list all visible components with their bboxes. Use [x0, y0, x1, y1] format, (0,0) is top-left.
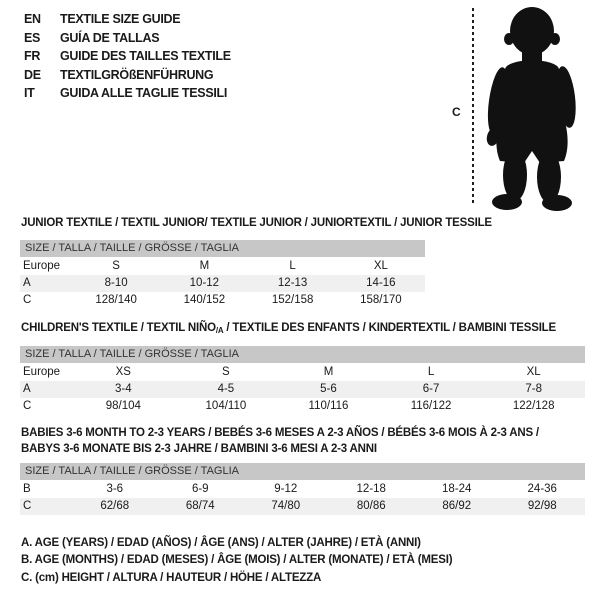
row-label: C — [23, 294, 32, 306]
size-cell: 158/170 — [360, 294, 402, 306]
children-size-table — [20, 346, 585, 415]
table-row-c — [20, 292, 425, 309]
table-row-c — [20, 398, 585, 415]
size-cell: 86/92 — [414, 498, 500, 515]
language-row-it — [24, 84, 231, 103]
row-label: C — [23, 400, 32, 412]
table-row-c — [20, 498, 585, 515]
language-row-es — [24, 29, 231, 48]
row-label: B — [23, 483, 31, 495]
language-title: GUIDE DES TAILLES TEXTILE — [60, 49, 231, 64]
junior-table-title: JUNIOR TEXTILE / TEXTIL JUNIOR/ TEXTILE JUNIOR / JUNIORTEXTIL / JUNIOR TESSILE — [21, 217, 492, 229]
size-cell: 6-9 — [191, 483, 209, 495]
size-cell: 4-5 — [175, 381, 278, 398]
language-code: DE — [24, 67, 41, 82]
size-header-label: SIZE / TALLA / TAILLE / GRÖSSE / TAGLIA — [20, 463, 585, 481]
table-row-a — [20, 275, 425, 292]
language-title: TEXTILGRÖßENFÜHRUNG — [60, 67, 214, 82]
size-cell: 18-24 — [442, 483, 472, 495]
size-cell: 104/110 — [205, 400, 247, 412]
language-title: TEXTILE SIZE GUIDE — [60, 12, 181, 27]
size-cell: 3-4 — [72, 381, 175, 398]
row-label: Europe — [23, 366, 61, 378]
children-table-title — [21, 322, 556, 335]
size-header-label: SIZE / TALLA / TAILLE / GRÖSSE / TAGLIA — [20, 240, 425, 258]
language-row-de — [24, 66, 231, 85]
size-cell: 152/158 — [271, 294, 314, 306]
size-cell: 9-12 — [274, 483, 298, 495]
size-cell: M — [323, 366, 334, 378]
children-title-part: / TEXTILE DES ENFANTS / KINDERTEXTIL / BAMBINI TESSILE — [223, 322, 556, 334]
size-cell: 62/68 — [72, 498, 158, 515]
size-cell: 116/122 — [410, 400, 452, 412]
babies-title-line2: BABYS 3-6 MONATE BIS 2-3 JAHRE / BAMBINI 3-6 MESI A 2-3 ANNI — [21, 442, 377, 455]
size-cell: XS — [115, 366, 131, 378]
size-header-row — [20, 346, 585, 364]
height-dashed-line — [472, 8, 474, 206]
size-cell: 24-36 — [527, 483, 557, 495]
row-label: C — [20, 498, 72, 515]
legend-line-a: A. AGE (YEARS) / EDAD (AÑOS) / ÂGE (ANS) / ALTER (JAHRE) / ETÀ (ANNI) — [21, 537, 421, 549]
size-header-row — [20, 463, 585, 481]
table-row-europe — [20, 258, 425, 276]
size-cell: S — [112, 260, 120, 272]
table-row-b — [20, 481, 585, 499]
size-cell: 6-7 — [380, 381, 483, 398]
babies-table-title — [21, 426, 539, 457]
height-label-c: C — [452, 105, 461, 119]
size-cell: 122/128 — [512, 400, 555, 412]
language-code: ES — [24, 30, 41, 45]
table-row-a — [20, 381, 585, 398]
language-code: IT — [24, 86, 35, 101]
size-cell: 14-16 — [337, 275, 425, 292]
language-title: GUIDA ALLE TAGLIE TESSILI — [60, 86, 228, 101]
row-label: A — [20, 381, 72, 398]
junior-size-table — [20, 240, 425, 309]
size-cell: 12-18 — [356, 483, 386, 495]
size-cell: 80/86 — [329, 498, 415, 515]
size-cell: 110/116 — [308, 400, 349, 412]
language-code: EN — [24, 12, 41, 27]
size-cell: 12-13 — [249, 275, 337, 292]
size-cell: S — [222, 366, 230, 378]
babies-size-table — [20, 463, 585, 515]
size-cell: 68/74 — [158, 498, 244, 515]
language-row-en — [24, 10, 231, 29]
size-cell: 98/104 — [105, 400, 141, 412]
measurement-legend — [21, 535, 452, 587]
baby-silhouette-image — [478, 5, 590, 216]
legend-line-c: C. (cm) HEIGHT / ALTURA / HAUTEUR / HÖHE / ALTEZZA — [21, 571, 322, 584]
size-cell: 5-6 — [277, 381, 380, 398]
language-code: FR — [24, 49, 41, 64]
size-cell: M — [199, 260, 210, 272]
babies-title-line1: BABIES 3-6 MONTH TO 2-3 YEARS / BEBÉS 3-6 MESES A 2-3 AÑOS / BÉBÉS 3-6 MOIS À 2-3 ANS / — [21, 427, 539, 439]
size-cell: 7-8 — [482, 381, 585, 398]
size-cell: 74/80 — [243, 498, 329, 515]
table-row-europe — [20, 364, 585, 382]
children-title-part: CHILDREN'S TEXTILE / TEXTIL NIÑO — [21, 322, 216, 334]
row-label: Europe — [23, 260, 61, 272]
size-cell: 140/152 — [183, 294, 226, 306]
size-cell: XL — [373, 260, 388, 272]
language-title: GUÍA DE TALLAS — [60, 30, 160, 45]
size-cell: 3-6 — [106, 483, 124, 495]
size-cell: XL — [526, 366, 541, 378]
language-row-fr — [24, 47, 231, 66]
size-cell: 8-10 — [72, 275, 160, 292]
size-cell: L — [427, 366, 435, 378]
children-title-subscript: /A — [215, 326, 224, 335]
size-header-label: SIZE / TALLA / TAILLE / GRÖSSE / TAGLIA — [20, 346, 585, 364]
size-header-row — [20, 240, 425, 258]
language-list — [24, 10, 231, 103]
size-cell: 92/98 — [500, 498, 586, 515]
size-cell: 10-12 — [160, 275, 248, 292]
size-cell: 128/140 — [95, 294, 137, 306]
row-label: A — [20, 275, 72, 292]
baby-silhouette-svg — [478, 5, 590, 211]
legend-line-b: B. AGE (MONTHS) / EDAD (MESES) / ÂGE (MOIS) / ALTER (MONATE) / ETÀ (MESI) — [21, 554, 453, 567]
size-cell: L — [289, 260, 296, 272]
